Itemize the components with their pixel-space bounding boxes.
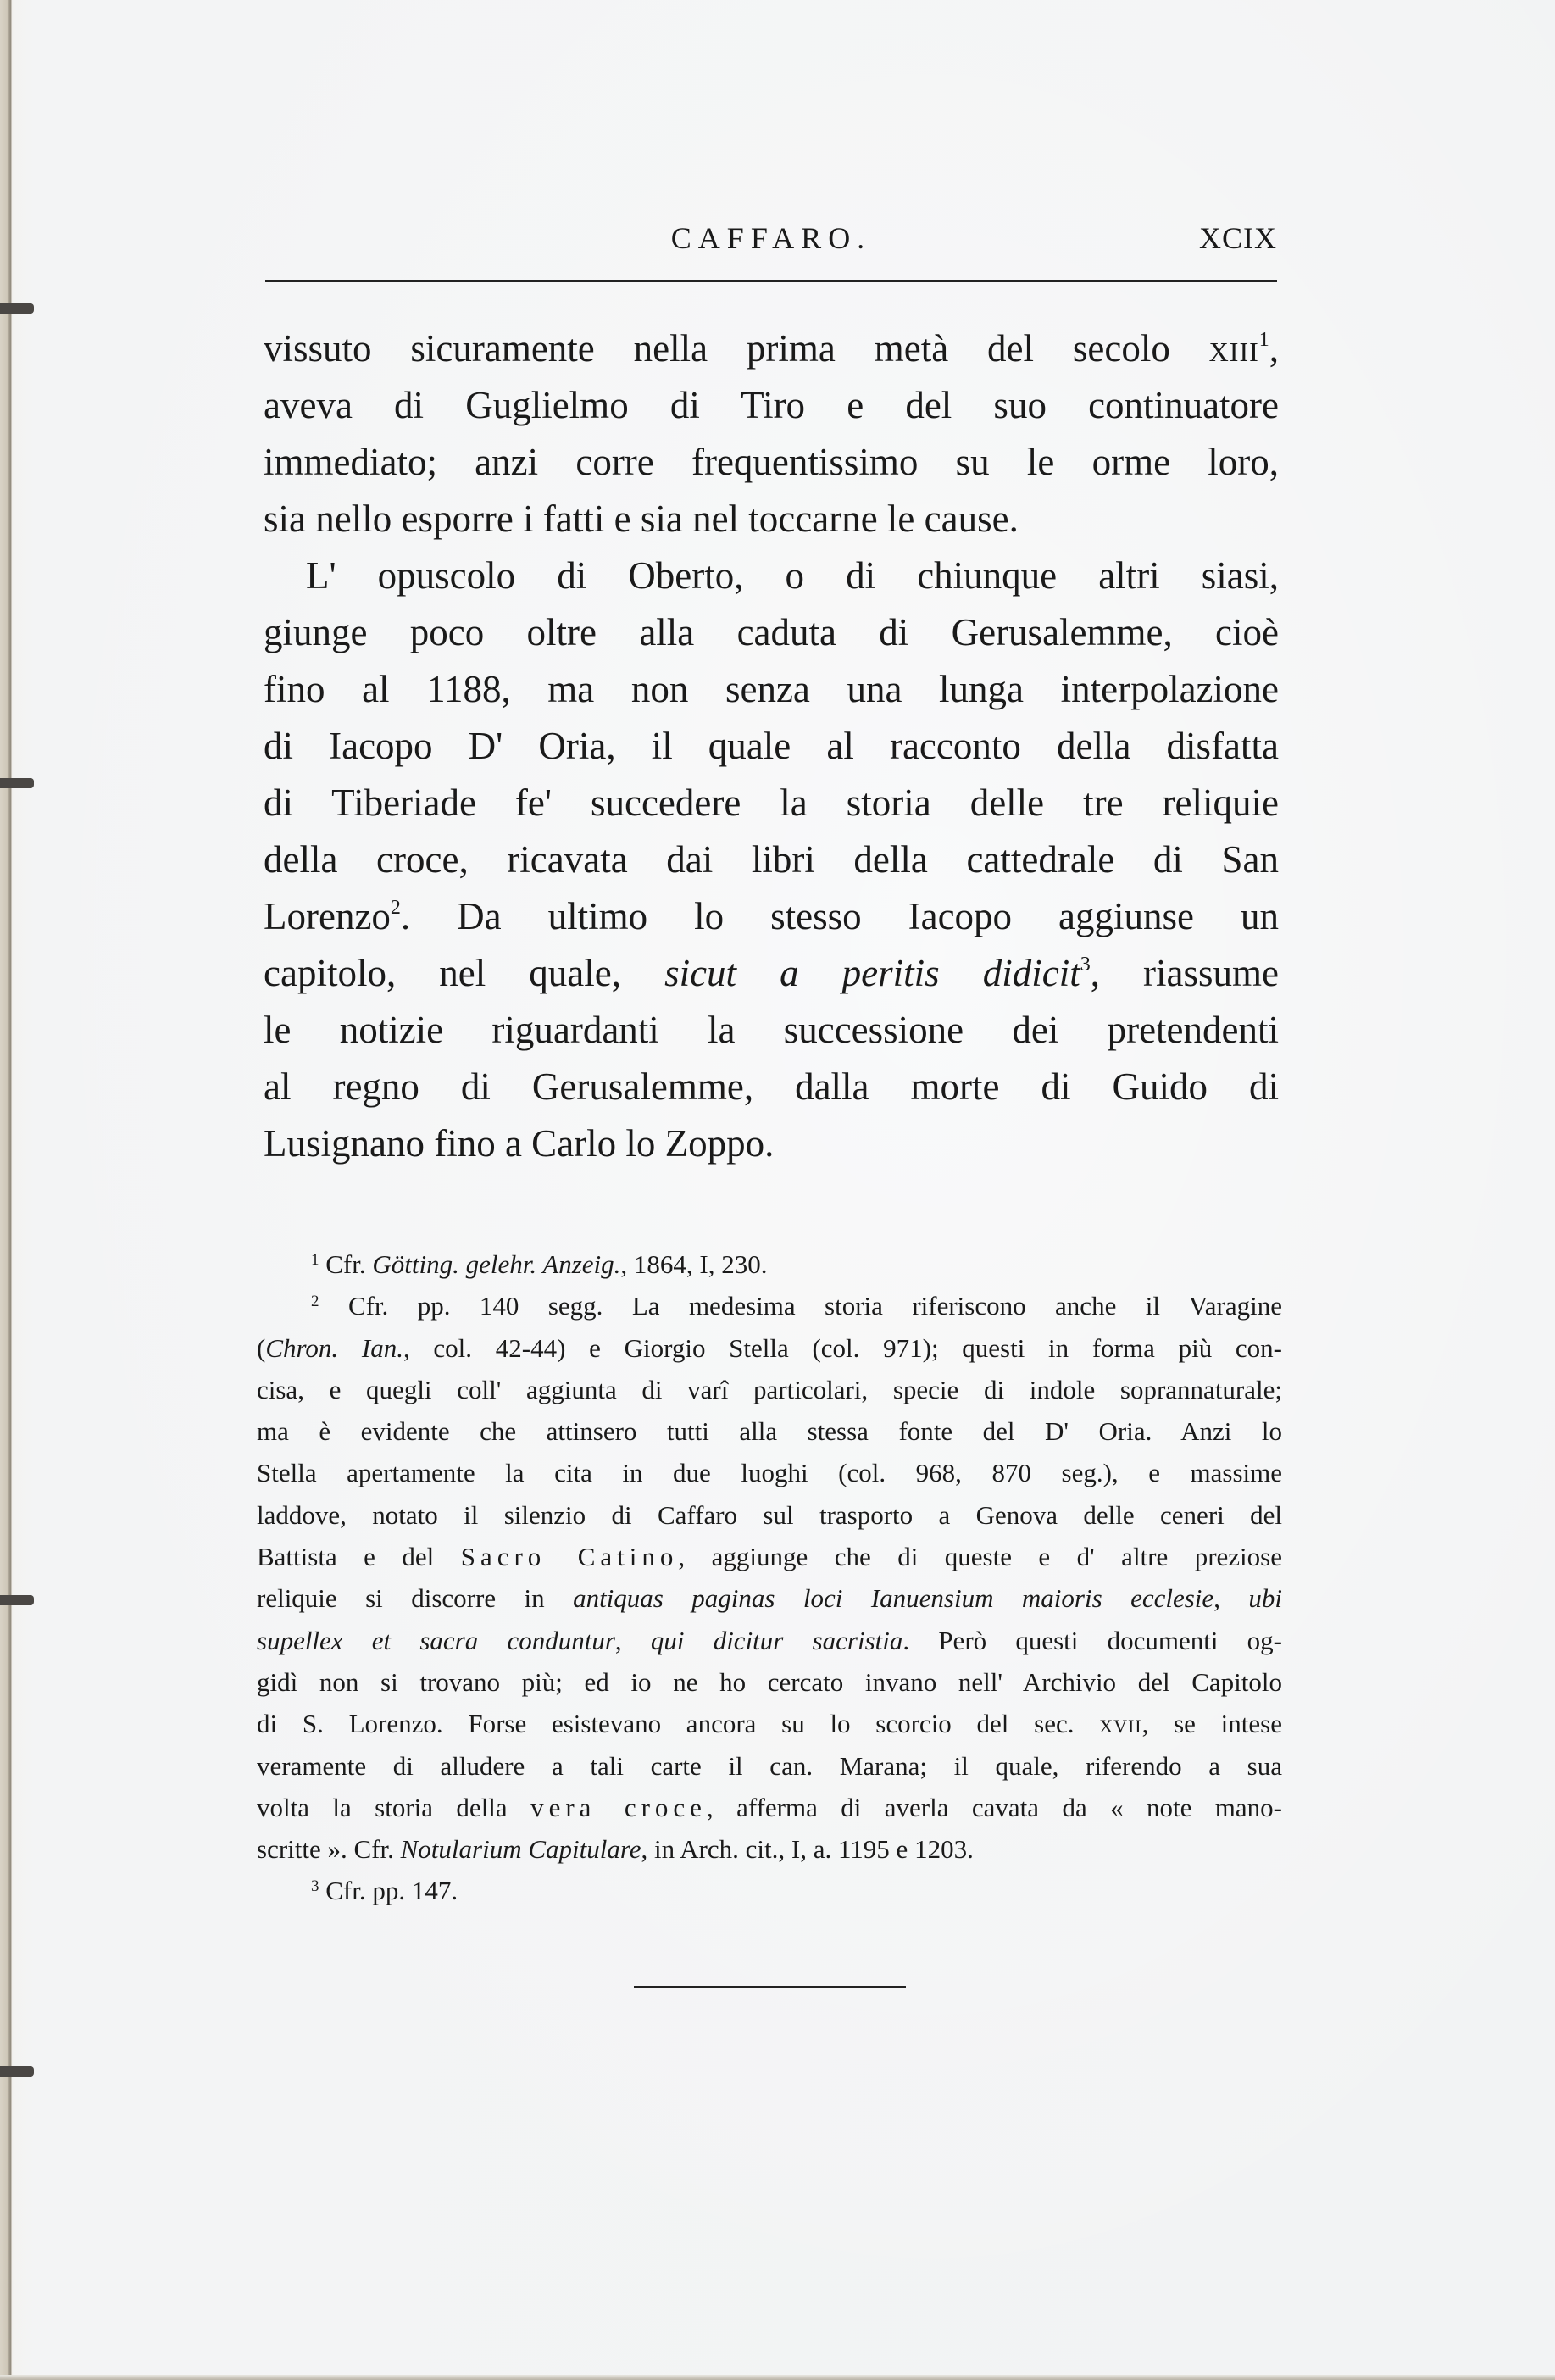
text-line: di Tiberiade fe' succedere la storia delle tre reliquie — [264, 781, 1279, 824]
footnote-line: Battista e del Sacro Catino, aggiunge che di queste e d' altre preziose — [257, 1542, 1282, 1572]
footnote-line: volta la storia della vera croce, afferma di averla cavata da « note mano- — [257, 1792, 1282, 1822]
text-line: sia nello esporre i fatti e sia nel toccarne le cause. — [264, 498, 1019, 540]
footnote-line: di S. Lorenzo. Forse esistevano ancora su lo scorcio del sec. xvii, se intese — [257, 1709, 1282, 1739]
text-line: immediato; anzi corre frequentissimo su le orme loro, — [264, 441, 1279, 483]
footnote-line: reliquie si discorre in antiquas paginas loci Ianuensium maioris ecclesie, ubi — [257, 1583, 1282, 1614]
text-line: aveva di Guglielmo di Tiro e del suo continuatore — [264, 384, 1279, 426]
footnote-line: veramente di alludere a tali carte il can. Marana; il quale, riferendo a sua — [257, 1750, 1282, 1781]
book-spine-edge — [0, 0, 12, 2380]
running-title: CAFFARO. — [670, 221, 872, 255]
text-line: della croce, ricavata dai libri della cattedrale di San — [264, 838, 1279, 881]
footnote-line: scritte ». Cfr. Notularium Capitulare, in Arch. cit., I, a. 1195 e 1203. — [257, 1834, 974, 1865]
footnote-marker: 1 — [311, 1251, 319, 1269]
footnotes — [257, 1243, 1282, 1912]
footnote-3: $^3$ Cfr. pp. 147. — [311, 1876, 458, 1906]
end-rule — [634, 1986, 906, 1988]
footnote-line: laddove, notato il silenzio di Caffaro sul trasporto a Genova delle ceneri del — [257, 1499, 1282, 1530]
footnote-marker: 2 — [311, 1293, 319, 1311]
running-head — [265, 214, 1277, 264]
binding-stitch — [0, 778, 34, 788]
footnote-line: supellex et sacra conduntur, qui dicitur sacristia. Però questi documenti og- — [257, 1625, 1282, 1655]
text-line: al regno di Gerusalemme, dalla morte di Guido di — [264, 1065, 1279, 1108]
text-line: fino al 1188, ma non senza una lunga interpolazione — [264, 668, 1279, 710]
header-rule — [265, 280, 1277, 282]
footnote-line: ma è evidente che attinsero tutti alla stessa fonte del D' Oria. Anzi lo — [257, 1416, 1282, 1447]
text-line: vissuto sicuramente nella prima metà del secolo xiii$^1$, — [264, 327, 1279, 370]
text-line: L' opuscolo di Oberto, o di chiunque altri siasi, — [306, 554, 1279, 597]
binding-stitch — [0, 1595, 34, 1605]
page-number: XCIX — [1199, 221, 1277, 255]
text-line: Lusignano fino a Carlo lo Zoppo. — [264, 1122, 775, 1165]
text-line: le notizie riguardanti la successione dei pretendenti — [264, 1009, 1279, 1051]
text-line: giunge poco oltre alla caduta di Gerusalemme, cioè — [264, 611, 1279, 653]
footnote-line: cisa, e quegli coll' aggiunta di varî particolari, specie di indole soprannaturale; — [257, 1374, 1282, 1404]
binding-stitch — [0, 303, 34, 314]
footnote-2: $^2$ Cfr. pp. 140 segg. La medesima storia riferiscono anche il Varagine — [311, 1291, 1283, 1321]
footnote-ref: 3 — [1080, 954, 1091, 976]
footnote-ref: 2 — [390, 897, 401, 919]
footnote-1: $^1$ Cfr. Götting. gelehr. Anzeig., 1864, I, 230. — [311, 1249, 768, 1279]
footnote-ref: 1 — [1258, 329, 1269, 351]
page-bottom-edge — [0, 2375, 1555, 2380]
footnote-marker: 3 — [311, 1877, 319, 1896]
text-line: Lorenzo$^2$. Da ultimo lo stesso Iacopo aggiunse un — [264, 895, 1279, 937]
binding-stitch — [0, 2066, 34, 2077]
footnote-line: Stella apertamente la cita in due luoghi (col. 968, 870 seg.), e massime — [257, 1458, 1282, 1488]
text-line: di Iacopo D' Oria, il quale al racconto della disfatta — [264, 725, 1279, 767]
text-line: capitolo, nel quale, sicut a peritis didicit$^3$, riassume — [264, 952, 1279, 994]
footnote-line: (Chron. Ian., col. 42-44) e Giorgio Stella (col. 971); questi in forma più con- — [257, 1332, 1282, 1363]
footnote-line: gidì non si trovano più; ed io ne ho cercato invano nell' Archivio del Capitolo — [257, 1666, 1282, 1697]
main-text — [264, 320, 1279, 1172]
